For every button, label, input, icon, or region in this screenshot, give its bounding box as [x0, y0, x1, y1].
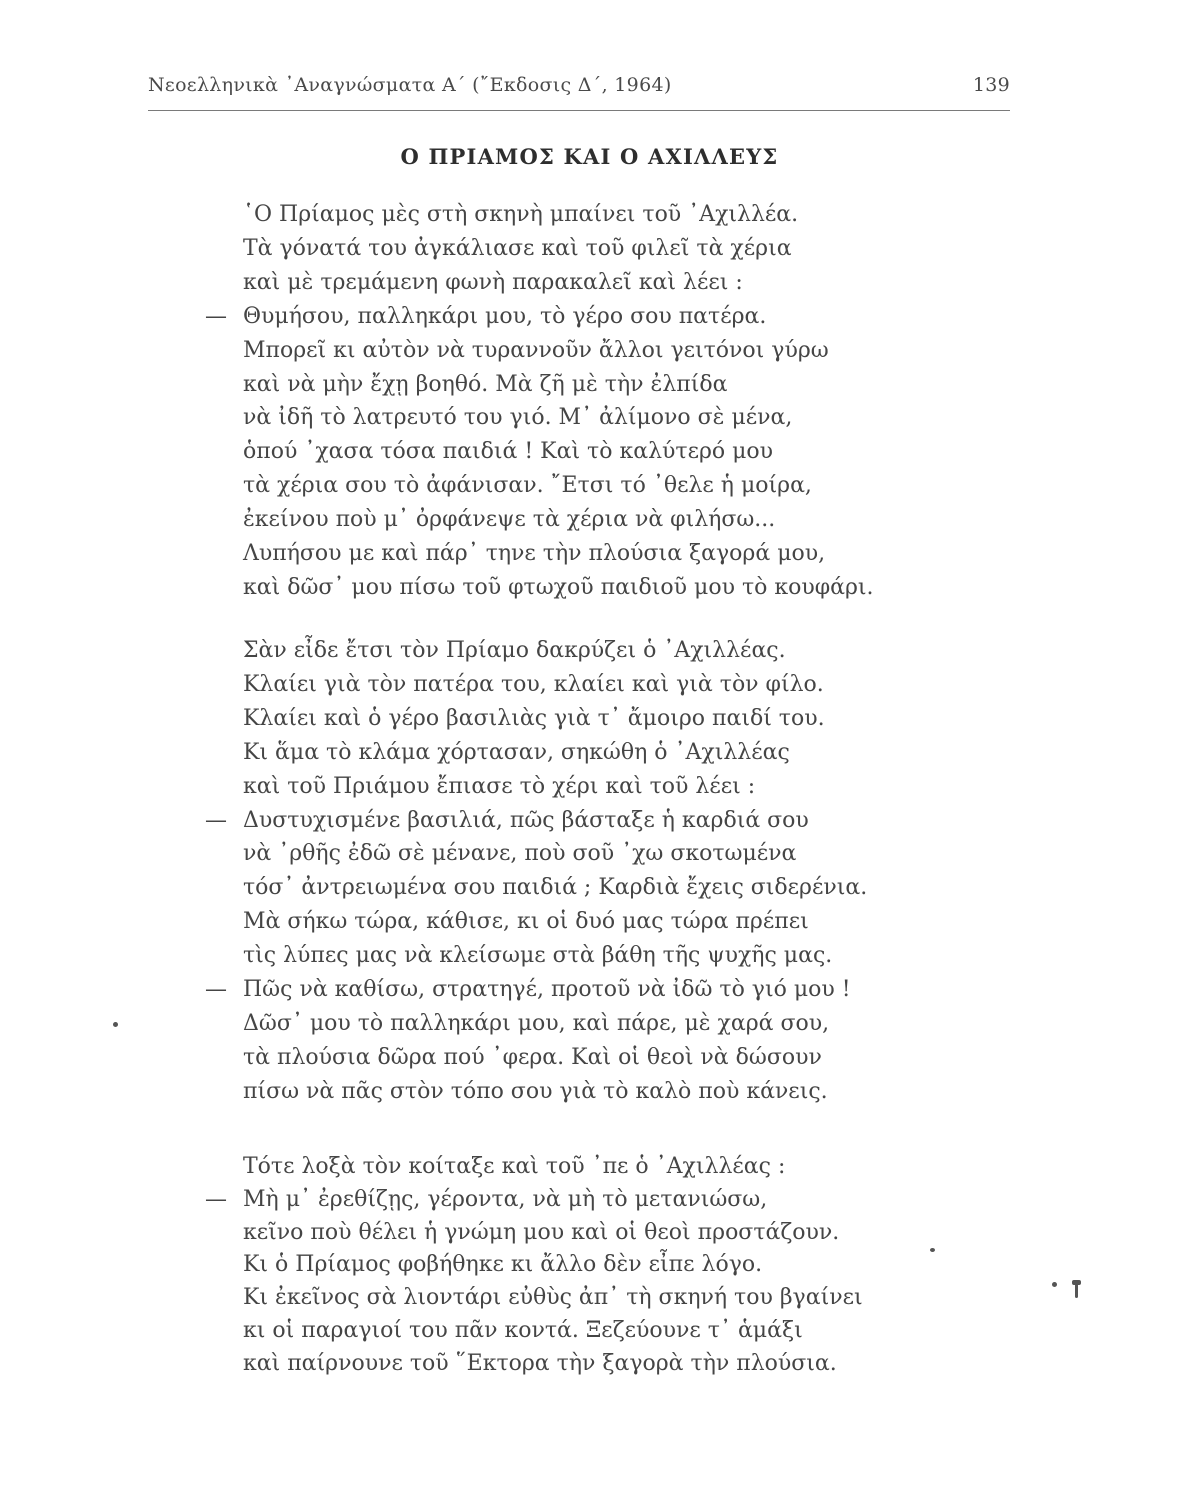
poem-line: Κι ἐκεῖνος σὰ λιοντάρι εὐθὺς ἀπ᾿ τὴ σκηνή του βγαίνει [243, 1285, 863, 1311]
running-header [148, 74, 1010, 104]
poem-line: Κι ἅμα τὸ κλάμα χόρτασαν, σηκώθη ὁ ᾿Αχιλλέας [243, 739, 790, 765]
poem-line: Μὰ σήκω τώρα, κάθισε, κι οἱ δυό μας τώρα πρέπει [243, 909, 809, 935]
poem-line [205, 1183, 767, 1217]
poem-line: ἐκείνου ποὺ μ᾿ ὀρφάνεψε τὰ χέρια νὰ φιλήσω... [243, 507, 776, 533]
page-number: 139 [972, 74, 1010, 96]
running-header-title: Νεοελληνικὰ ᾿Αναγνώσματα Α΄ (῎Εκδοσις Δ΄, 1964) [148, 74, 672, 96]
poem-line: καὶ παίρνουνε τοῦ ῞Εκτορα τὴν ξαγορὰ τὴν πλούσια. [243, 1350, 837, 1376]
poem-line: Σὰν εἶδε ἔτσι τὸν Πρίαμο δακρύζει ὁ ᾿Αχιλλέας. [243, 638, 786, 663]
poem-line: Μπορεῖ κι αὐτὸν νὰ τυραννοῦν ἄλλοι γειτόνοι γύρω [243, 337, 829, 363]
poem-line-text: Πῶς νὰ καθίσω, στρατηγέ, προτοῦ νὰ ἰδῶ τὸ γιό μου ! [243, 977, 851, 1002]
poem-line: τὶς λύπες μας νὰ κλείσωμε στὰ βάθη τῆς ψυχῆς μας. [243, 943, 833, 969]
dialogue-dash: — [205, 807, 227, 833]
poem-line: Κι ὁ Πρίαμος φοβήθηκε κι ἄλλο δὲν εἶπε λόγο. [243, 1252, 763, 1278]
poem-line: καὶ μὲ τρεμάμενη φωνὴ παρακαλεῖ καὶ λέει : [243, 269, 743, 295]
poem-line [205, 300, 766, 334]
header-rule [148, 110, 1010, 111]
poem-line: πίσω νὰ πᾶς στὸν τόπο σου γιὰ τὸ καλὸ ποὺ κάνεις. [243, 1078, 828, 1104]
dialogue-dash: — [205, 1186, 227, 1212]
poem-line: Λυπήσου με καὶ πάρ᾿ τηνε τὴν πλούσια ξαγορά μου, [243, 541, 826, 566]
dialogue-dash: — [205, 303, 227, 329]
dialogue-dash: — [205, 977, 227, 1002]
poem-line: τόσ᾿ ἀντρειωμένα σου παιδιά ; Καρδιὰ ἔχεις σιδερένια. [243, 875, 868, 901]
poem-line: καὶ νὰ μὴν ἔχῃ βοηθό. Μὰ ζῆ μὲ τὴν ἐλπίδα [243, 371, 728, 397]
poem-line-text: Μὴ μ᾿ ἐρεθίζῃς, γέροντα, νὰ μὴ τὸ μετανιώσω, [243, 1186, 768, 1212]
poem-line: Δῶσ᾿ μου τὸ παλληκάρι μου, καὶ πάρε, μὲ χαρά σου, [243, 1010, 830, 1036]
poem-line: καὶ δῶσ᾿ μου πίσω τοῦ φτωχοῦ παιδιοῦ μου τὸ κουφάρι. [243, 574, 874, 600]
poem-line [205, 804, 809, 838]
poem-line-text: Δυστυχισμένε βασιλιά, πῶς βάσταξε ἡ καρδιά σου [243, 807, 809, 833]
poem-line-text: Θυμήσου, παλληκάρι μου, τὸ γέρο σου πατέρα. [243, 303, 767, 329]
poem-line: ῾Ο Πρίαμος μὲς στὴ σκηνὴ μπαίνει τοῦ ᾿Αχιλλέα. [243, 202, 799, 227]
poem-line: Κλαίει καὶ ὁ γέρο βασιλιὰς γιὰ τ᾿ ἄμοιρο παιδί του. [243, 705, 825, 731]
poem-title: Ο ΠΡΙΑΜΟΣ ΚΑΙ Ο ΑΧΙΛΛΕΥΣ [400, 144, 779, 169]
poem-line: Τὰ γόνατά του ἀγκάλιασε καὶ τοῦ φιλεῖ τὰ χέρια [243, 235, 792, 261]
poem-line: τὰ χέρια σου τὸ ἀφάνισαν. ῎Ετσι τό ᾿θελε ἡ μοίρα, [243, 473, 812, 499]
poem-line: ὁπού ᾿χασα τόσα παιδιά ! Καὶ τὸ καλύτερό μου [243, 439, 774, 465]
poem-line: κι οἱ παραγιοί του πᾶν κοντά. Ξεζεύουνε τ᾿ ἁμάξι [243, 1318, 803, 1343]
poem-line [205, 973, 851, 1007]
poem-line: Τότε λοξὰ τὸν κοίταξε καὶ τοῦ ᾿πε ὁ ᾿Αχιλλέας : [243, 1154, 786, 1179]
poem-line: τὰ πλούσια δῶρα πού ᾿φερα. Καὶ οἱ θεοὶ νὰ δώσουν [243, 1044, 822, 1070]
poem-line: νὰ ᾿ρθῆς ἐδῶ σὲ μένανε, ποὺ σοῦ ᾿χω σκοτωμένα [243, 841, 797, 867]
poem-line: κεῖνο ποὺ θέλει ἡ γνώμη μου καὶ οἱ θεοὶ προστάζουν. [243, 1219, 840, 1245]
poem-line: νὰ ἰδῆ τὸ λατρευτό του γιό. Μ᾿ ἀλίμονο σὲ μένα, [243, 405, 793, 431]
poem-line: Κλαίει γιὰ τὸν πατέρα του, κλαίει καὶ γιὰ τὸν φίλο. [243, 671, 824, 697]
poem-line: καὶ τοῦ Πριάμου ἔπιασε τὸ χέρι καὶ τοῦ λέει : [243, 773, 756, 799]
